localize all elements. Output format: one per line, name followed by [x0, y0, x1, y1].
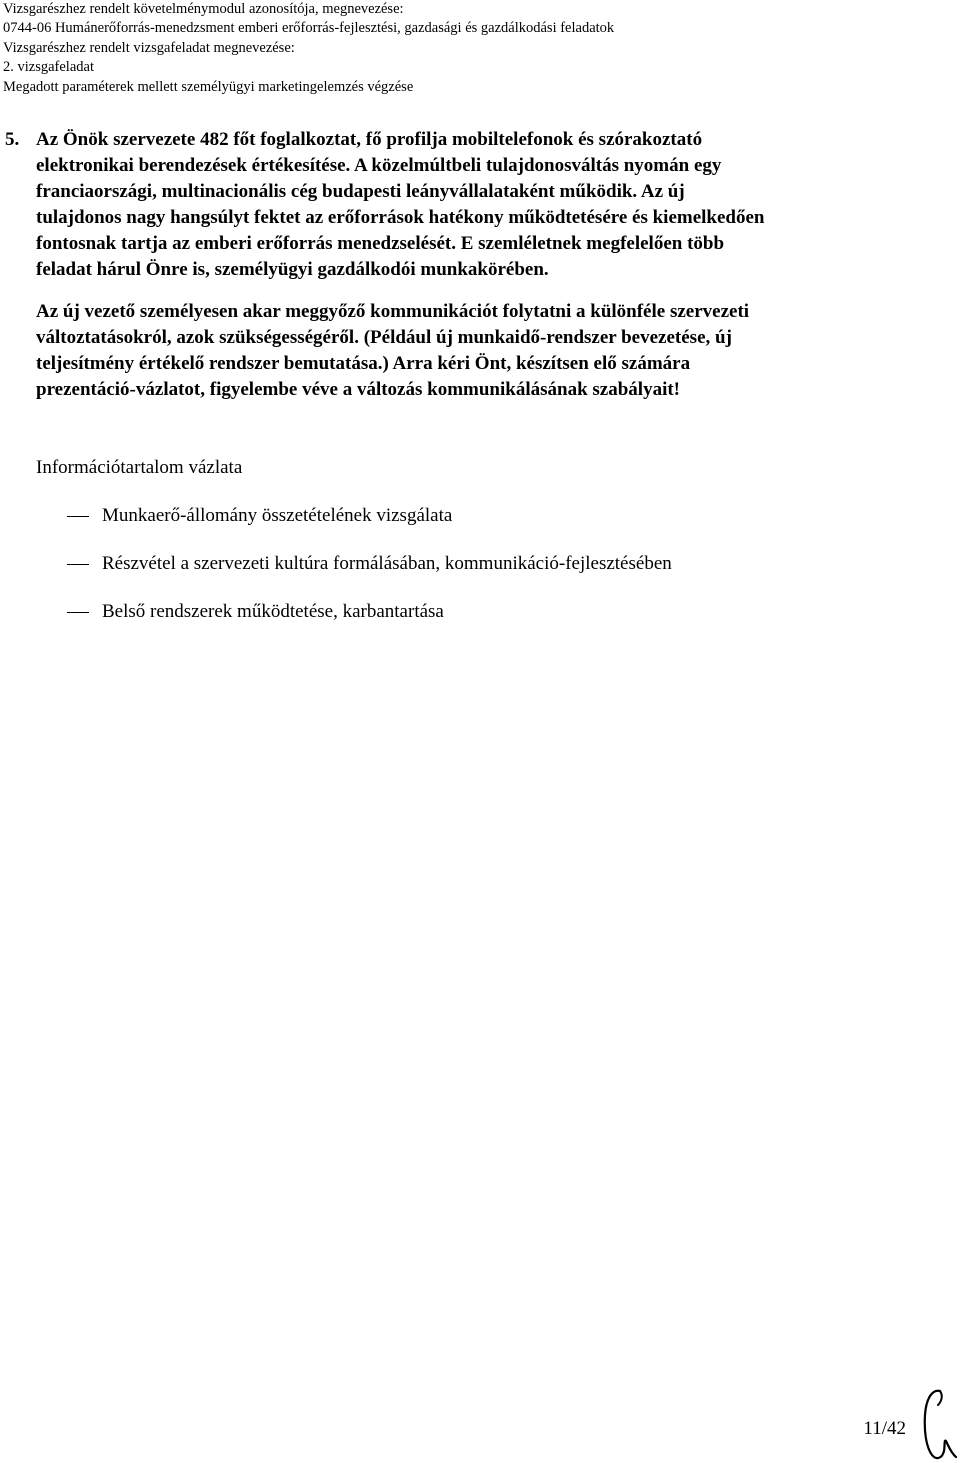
paragraph-line: Az Önök szervezete 482 főt foglalkoztat, fő profilja mobiltelefonok és szórakoztató [36, 129, 703, 150]
paragraph-line: elektronikai berendezések értékesítése. A közelmúltbeli tulajdonosváltás nyomán egy [36, 155, 722, 176]
dash-bullet-icon [67, 564, 89, 565]
list-item-text: Belső rendszerek működtetése, karbantartása [102, 601, 444, 622]
page-number [0, 1416, 906, 1442]
paragraph-line: változtatásokról, azok szükségességéről. (Például új munkaidő-rendszer bevezetése, új [36, 327, 732, 348]
paragraph-line: Az új vezető személyesen akar meggyőző kommunikációt folytatni a különféle szervezeti [36, 301, 750, 322]
list-item-text: Részvétel a szervezeti kultúra formálásában, kommunikáció-fejlesztésében [102, 553, 672, 574]
dash-bullet-icon [67, 516, 89, 517]
header-line: Vizsgarészhez rendelt vizsgafeladat megnevezése: [3, 39, 295, 56]
task-paragraph-1 [36, 127, 905, 283]
paragraph-line: tulajdonos nagy hangsúlyt fektet az erőforrások hatékony működtetésére és kiemelkedően [36, 207, 765, 228]
header-line: Vizsgarészhez rendelt követelménymodul azonosítója, megnevezése: [3, 1, 404, 17]
paragraph-line: franciaországi, multinacionális cég budapesti leányvállalataként működik. Az új [36, 181, 685, 202]
task-number: 5. [5, 129, 20, 150]
outline-list [0, 503, 960, 647]
outline-title: Információtartalom vázlata [36, 457, 243, 478]
header-line: 0744-06 Humánerőforrás-menedzsment emberi erőforrás-fejlesztési, gazdasági és gazdálkodási feladatok [3, 20, 615, 37]
list-item [0, 551, 960, 577]
dash-bullet-icon [67, 612, 89, 613]
paragraph-line: prezentáció-vázlatot, figyelembe véve a változás kommunikálásának szabályait! [36, 379, 680, 400]
page-number-text: 11/42 [863, 1418, 906, 1439]
header-line: 2. vizsgafeladat [3, 59, 94, 76]
handwritten-signature [918, 1385, 960, 1463]
list-item [0, 599, 960, 625]
header-line: Megadott paraméterek mellett személyügyi marketingelemzés végzése [3, 78, 414, 95]
list-item-text: Munkaerő-állomány összetételének vizsgálata [102, 505, 453, 526]
document-header [3, 0, 953, 97]
paragraph-line: teljesítmény értékelő rendszer bemutatása.) Arra kéri Önt, készítsen elő számára [36, 353, 691, 374]
task-block [5, 127, 905, 283]
list-item [0, 503, 960, 529]
task-paragraph-2 [36, 299, 906, 403]
paragraph-line: fontosnak tartja az emberi erőforrás menedzselését. E szemléletnek megfelelően több [36, 233, 725, 254]
paragraph-line: feladat hárul Önre is, személyügyi gazdálkodói munkakörében. [36, 259, 549, 280]
